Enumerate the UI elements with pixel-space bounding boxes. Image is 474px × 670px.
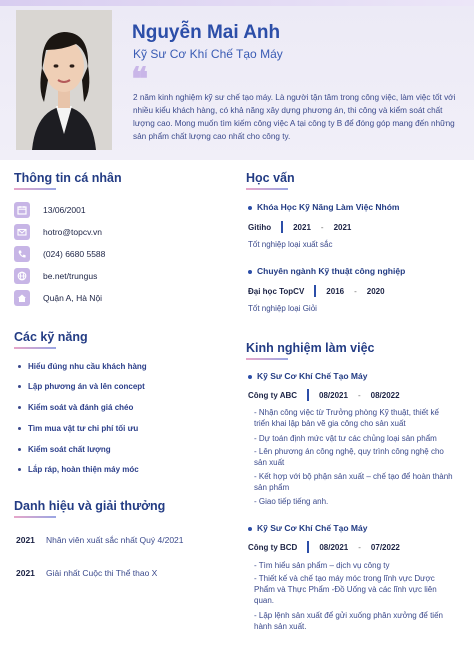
- bullet-icon: [18, 448, 21, 451]
- section-title-education: Học vấn: [246, 171, 295, 185]
- award-text: Giải nhất Cuộc thi Thể thao X: [46, 568, 158, 578]
- home-icon: [14, 290, 30, 306]
- job-duty: - Thiết kế và chế tạo máy móc trong lĩnh vực Dược Phẩm và Thực Phẩm -Đồ Uống và các lĩnh vực liên quan.: [254, 574, 437, 605]
- candidate-name: Nguyễn Mai Anh: [132, 22, 281, 43]
- end-date: 08/2022: [370, 390, 400, 400]
- job-duty: - Lên phương án công nghệ, quy trình công nghệ cho sản xuất: [254, 447, 444, 467]
- skill-item: Hiểu đúng nhu cầu khách hàng: [18, 362, 147, 371]
- section-title-skills: Các kỹ năng: [14, 330, 88, 344]
- phone-text[interactable]: (024) 6680 5588: [43, 249, 106, 259]
- phone-icon: [14, 246, 30, 262]
- skill-item: Tìm mua vật tư chi phí tối ưu: [18, 424, 138, 433]
- bullet-icon: [18, 406, 21, 409]
- bullet-icon: [18, 427, 21, 430]
- award-year: 2021: [16, 568, 35, 578]
- job-duty: - Nhận công việc từ Trưởng phòng Kỹ thuật, thiết kế triển khai lập bản vẽ gia công cho sản xuất: [254, 408, 439, 428]
- start-year: 2021: [293, 222, 311, 232]
- school-name: Gitiho: [248, 222, 272, 232]
- info-row-address: [14, 290, 102, 306]
- skill-item: Kiểm soát và đánh giá chéo: [18, 403, 133, 412]
- education-title: Chuyên ngành Kỹ thuật công nghiệp: [257, 266, 406, 276]
- info-row-email[interactable]: [14, 224, 102, 240]
- info-row-birthday: [14, 202, 86, 218]
- section-title-awards: Danh hiệu và giải thưởng: [14, 499, 166, 513]
- info-row-phone[interactable]: [14, 246, 105, 262]
- calendar-icon: [14, 202, 30, 218]
- start-date: 08/2021: [319, 390, 348, 400]
- job-title: Kỹ Sư Cơ Khí Chế Tạo Máy: [257, 523, 368, 533]
- globe-icon: [14, 268, 30, 284]
- email-icon: [14, 224, 30, 240]
- award-text: Nhân viên xuất sắc nhất Quý 4/2021: [46, 535, 184, 545]
- separator: -: [358, 542, 361, 552]
- summary-text: 2 năm kinh nghiệm kỹ sư chế tạo máy. Là người tận tâm trong công việc, làm việc tốt với nhiều kiểu khách hàng, có khả năng xây dựng phương án, thi công và kiểm soát chất lượng cao. Mong muốn tìm kiếm công việc A tại công ty B để đóng góp mang đến những sản phẩm chất lượng cao nhất cho công ty.: [133, 93, 456, 141]
- separator: -: [357, 390, 361, 400]
- divider: [307, 541, 309, 553]
- quote-icon: ❝: [131, 60, 149, 98]
- section-title-experience: Kinh nghiệm làm việc: [246, 341, 375, 355]
- section-underline: [14, 347, 56, 349]
- website-text[interactable]: be.net/trungus: [43, 271, 98, 281]
- divider: [314, 285, 316, 297]
- bullet-icon: [248, 375, 252, 379]
- divider: [281, 221, 283, 233]
- skill-item: Lắp ráp, hoàn thiện máy móc: [18, 465, 139, 474]
- start-year: 2016: [326, 286, 345, 296]
- bullet-icon: [248, 527, 252, 531]
- company-name: Công ty BCD: [248, 542, 298, 552]
- education-meta: [248, 285, 385, 297]
- job-duty: - Kết hợp với bộ phận sản xuất – chế tạo để hoàn thành sản phẩm: [254, 472, 453, 492]
- address-text: Quận A, Hà Nội: [43, 293, 103, 303]
- company-name: Công ty ABC: [248, 390, 298, 400]
- education-title: Khóa Học Kỹ Năng Làm Việc Nhóm: [257, 202, 400, 212]
- bullet-icon: [18, 468, 21, 471]
- school-name: Đại học TopCV: [248, 286, 305, 296]
- bullet-icon: [248, 270, 252, 274]
- separator: -: [354, 286, 357, 296]
- award-year: 2021: [16, 535, 35, 545]
- bullet-icon: [248, 206, 252, 210]
- end-year: 2020: [366, 286, 385, 296]
- start-date: 08/2021: [319, 542, 349, 552]
- divider: [307, 389, 309, 401]
- education-note: Tốt nghiệp loại Giỏi: [248, 304, 317, 313]
- education-note: Tốt nghiệp loại xuất sắc: [248, 240, 333, 249]
- email-text[interactable]: hotro@topcv.vn: [43, 227, 103, 237]
- end-date: 07/2022: [370, 542, 400, 552]
- job-duty: - Lập lệnh sản xuất để gửi xuống phân xưởng để tiến hành sản xuất.: [254, 611, 443, 631]
- info-row-website[interactable]: [14, 268, 97, 284]
- separator: -: [320, 222, 324, 232]
- skill-item: Kiểm soát chất lượng: [18, 445, 111, 454]
- profile-photo: [16, 10, 112, 150]
- job-meta: [248, 389, 400, 401]
- section-title-personal: Thông tin cá nhân: [14, 171, 122, 185]
- section-underline: [14, 516, 56, 518]
- job-title: Kỹ Sư Cơ Khí Chế Tạo Máy: [257, 371, 368, 381]
- job-duty: - Dự toán định mức vật tư các chủng loại sản phẩm: [254, 434, 437, 443]
- education-meta: [248, 221, 351, 233]
- end-year: 2021: [333, 222, 352, 232]
- job-duty: - Giao tiếp tiếng anh.: [254, 497, 329, 506]
- section-underline: [246, 188, 288, 190]
- bullet-icon: [18, 385, 21, 388]
- section-underline: [14, 188, 56, 190]
- job-meta: [248, 541, 400, 553]
- section-underline: [246, 358, 288, 360]
- skill-item: Lập phương án và lên concept: [18, 382, 145, 391]
- candidate-role: Kỹ Sư Cơ Khí Chế Tạo Máy: [133, 47, 283, 61]
- birthday-text: 13/06/2001: [43, 205, 86, 215]
- top-accent-bar: [0, 0, 474, 6]
- job-duty: - Tìm hiểu sản phẩm – dịch vụ công ty: [254, 561, 390, 570]
- bullet-icon: [18, 365, 21, 368]
